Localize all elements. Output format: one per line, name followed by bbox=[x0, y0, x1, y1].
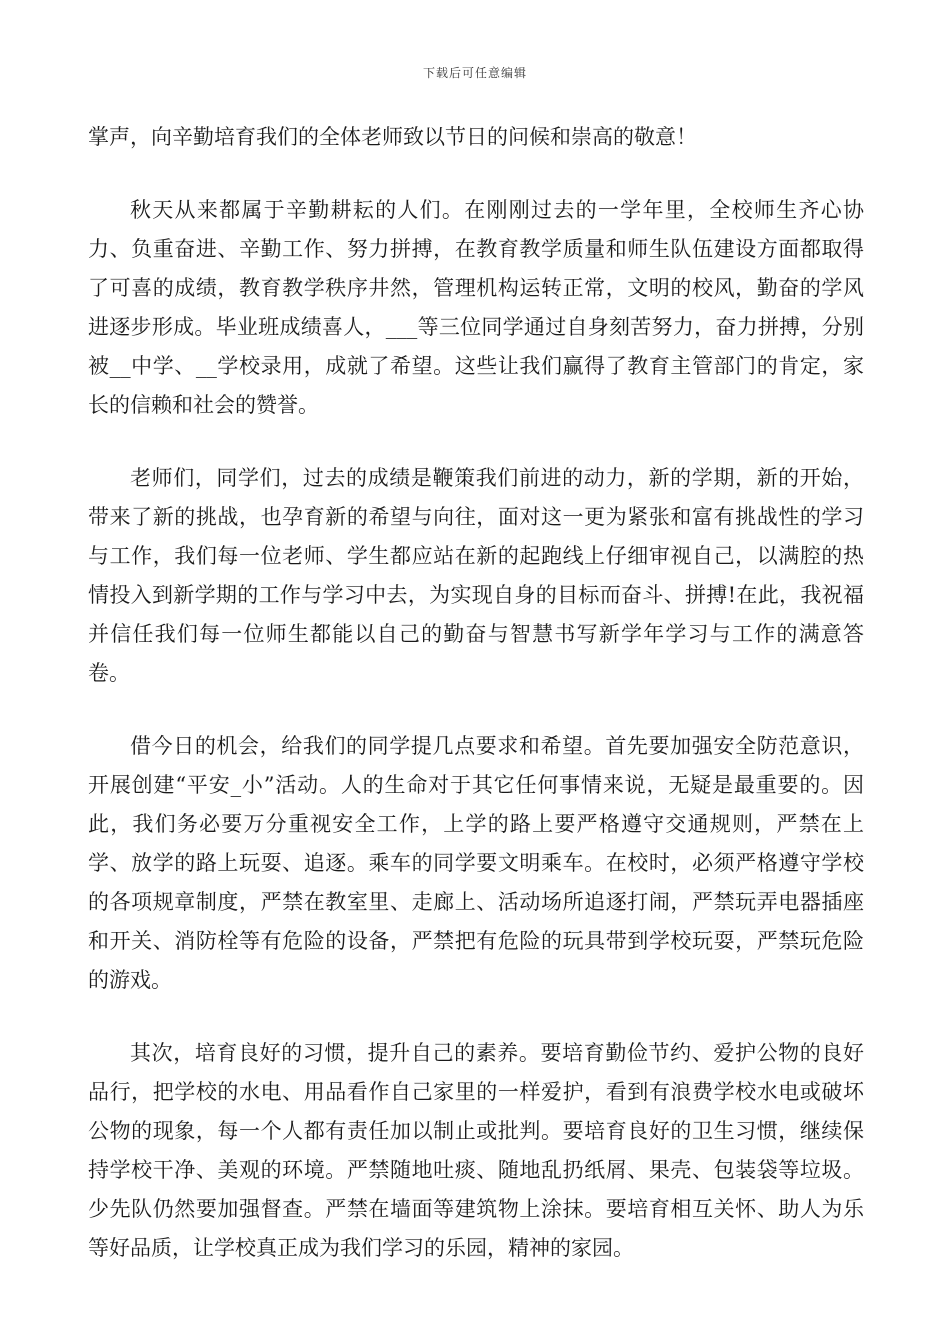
header-note: 下载后可任意编辑 bbox=[422, 66, 527, 80]
paragraph-new-semester: 老师们，同学们，过去的成绩是鞭策我们前进的动力，新的学期，新的开始，带来了新的挑战，也孕育新的希望与向往，面对这一更为紧张和富有挑战性的学习与工作，我们每一位老师、学生都应站在新的起跑线上仔细审视自己，以满腔的热情投入到新学期的工作与学习中去，为实现自身的目标而奋斗、拼搏!在此，我祝福并信任我们每一位师生都能以自己的勤奋与智慧书写新学年学习与工作的满意答卷。 bbox=[88, 466, 864, 685]
paragraph-achievements: 秋天从来都属于辛勤耕耘的人们。在刚刚过去的一学年里，全校师生齐心协力、负重奋进、辛勤工作、努力拼搏，在教育教学质量和师生队伍建设方面都取得了可喜的成绩，教育教学秩序井然，管理机构运转正常，文明的校风，勤奋的学风进逐步形成。毕业班成绩喜人，___等三位同学通过自身刻苦努力，奋力拼搏，分别被__中学、__学校录用，成就了希望。这些让我们赢得了教育主管部门的肯定，家长的信赖和社会的赞誉。 bbox=[88, 198, 864, 417]
document-body bbox=[88, 118, 864, 1302]
paragraph-safety: 借今日的机会，给我们的同学提几点要求和希望。首先要加强安全防范意识，开展创建“平安_小”活动。人的生命对于其它任何事情来说，无疑是最重要的。因此，我们务必要万分重视安全工作，上学的路上要严格遵守交通规则，严禁在上学、放学的路上玩耍、追逐。乘车的同学要文明乘车。在校时，必须严格遵守学校的各项规章制度，严禁在教室里、走廊上、活动场所追逐打闹，严禁玩弄电器插座和开关、消防栓等有危险的设备，严禁把有危险的玩具带到学校玩耍，严禁玩危险的游戏。 bbox=[88, 734, 864, 992]
paragraph-opening: 掌声，向辛勤培育我们的全体老师致以节日的问候和崇高的敬意！ bbox=[88, 125, 697, 149]
paragraph-habits: 其次，培育良好的习惯，提升自己的素养。要培育勤俭节约、爱护公物的良好品行，把学校的水电、用品看作自己家里的一样爱护，看到有浪费学校水电或破坏公物的现象，每一个人都有责任加以制止或批判。要培育良好的卫生习惯，继续保持学校干净、美观的环境。严禁随地吐痰、随地乱扔纸屑、果壳、包装袋等垃圾。少先队仍然要加强督查。严禁在墙面等建筑物上涂抹。要培育相互关怀、助人为乐等好品质，让学校真正成为我们学习的乐园，精神的家园。 bbox=[88, 1041, 864, 1260]
